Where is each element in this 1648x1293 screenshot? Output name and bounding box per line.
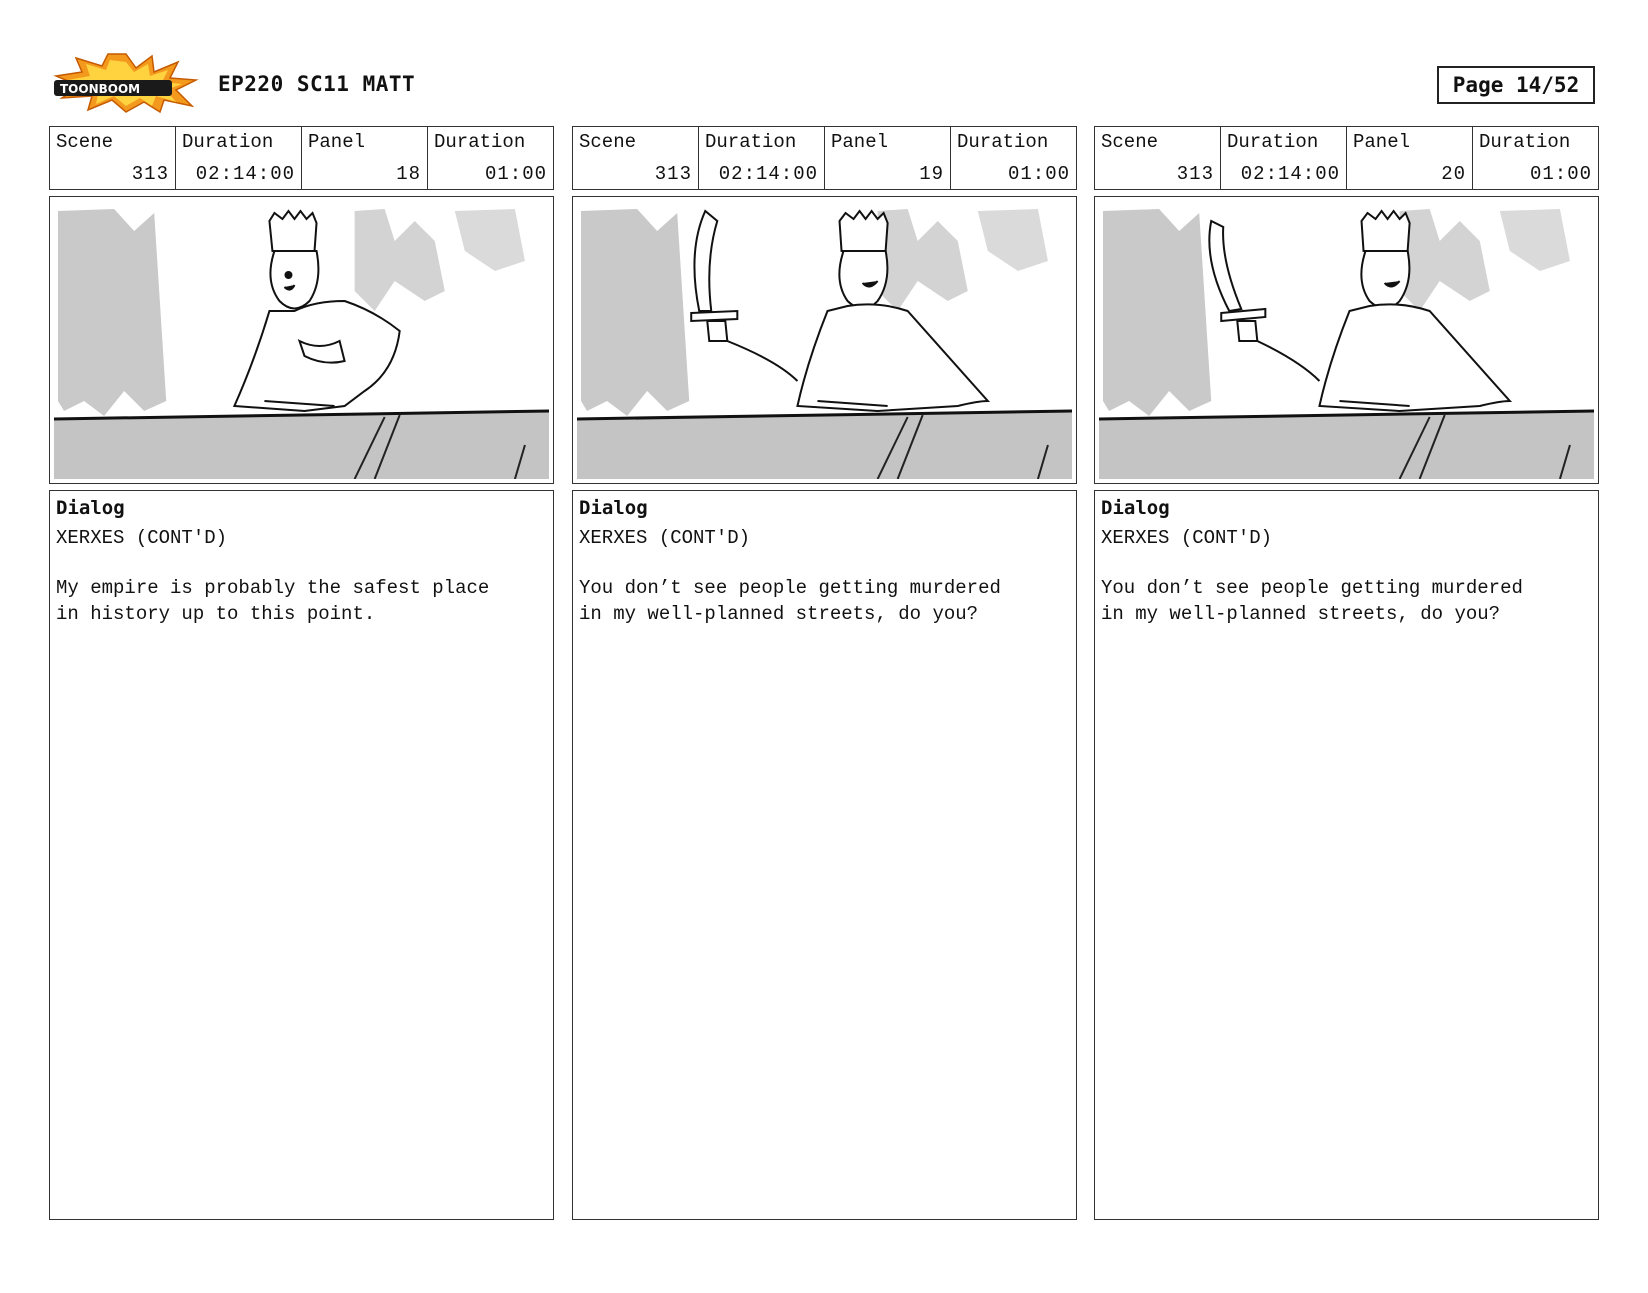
panel-info-bar (1094, 126, 1599, 190)
character-name: XERXES (CONT'D) (56, 527, 228, 549)
scene-duration-cell (699, 127, 825, 189)
panel-label: Panel (831, 131, 889, 153)
panel-duration-value: 01:00 (484, 163, 547, 185)
scene-duration-cell (1221, 127, 1347, 189)
dialog-box (1094, 490, 1599, 1220)
dialog-box (572, 490, 1077, 1220)
storyboard-panel-2 (572, 126, 1077, 1220)
scene-cell (573, 127, 699, 189)
panel-info-bar (49, 126, 554, 190)
duration-label: Duration (434, 131, 526, 153)
xerxes-sword-sketch-image (577, 201, 1072, 479)
scene-number: 313 (1176, 163, 1214, 185)
panel-duration-value: 01:00 (1529, 163, 1592, 185)
duration-label: Duration (957, 131, 1049, 153)
scene-cell (50, 127, 176, 189)
panel-number: 19 (919, 163, 944, 185)
scene-number: 313 (654, 163, 692, 185)
scene-label: Scene (1101, 131, 1159, 153)
scene-duration-value: 02:14:00 (718, 163, 818, 185)
scene-label: Scene (579, 131, 637, 153)
panel-duration-value: 01:00 (1007, 163, 1070, 185)
scene-duration-value: 02:14:00 (1240, 163, 1340, 185)
page-indicator (1437, 66, 1595, 104)
dialog-label: Dialog (1101, 497, 1170, 519)
panel-info-bar (572, 126, 1077, 190)
duration-label: Duration (1227, 131, 1319, 153)
duration-label: Duration (705, 131, 797, 153)
panel-duration-cell (951, 127, 1076, 189)
dialog-line: My empire is probably the safest place in history up to this point. (56, 577, 490, 625)
scene-cell (1095, 127, 1221, 189)
character-name: XERXES (CONT'D) (1101, 527, 1273, 549)
dialog-line: You don’t see people getting murdered in my well-planned streets, do you? (579, 577, 1001, 625)
scene-label: Scene (56, 131, 114, 153)
storyboard-panel-3 (1094, 126, 1599, 1220)
logo-text: TOONBOOM (60, 82, 141, 96)
dialog-line: You don’t see people getting murdered in my well-planned streets, do you? (1101, 577, 1523, 625)
panel-sketch-frame (49, 196, 554, 484)
panel-number: 18 (396, 163, 421, 185)
panel-cell (825, 127, 951, 189)
panel-duration-cell (1473, 127, 1598, 189)
scene-duration-value: 02:14:00 (195, 163, 295, 185)
scene-duration-cell (176, 127, 302, 189)
storyboard-panel-1 (49, 126, 554, 1220)
dialog-label: Dialog (579, 497, 648, 519)
page-number: Page 14/52 (1452, 73, 1580, 97)
panel-cell (302, 127, 428, 189)
dialog-box (49, 490, 554, 1220)
panel-label: Panel (1353, 131, 1411, 153)
panel-sketch-frame (1094, 196, 1599, 484)
panel-cell (1347, 127, 1473, 189)
toonboom-logo (52, 52, 200, 114)
panel-duration-cell (428, 127, 553, 189)
panel-number: 20 (1441, 163, 1466, 185)
document-title: EP220 SC11 MATT (218, 72, 416, 96)
dialog-label: Dialog (56, 497, 125, 519)
xerxes-sketch-image (54, 201, 549, 479)
character-name: XERXES (CONT'D) (579, 527, 751, 549)
xerxes-sword-sketch-image (1099, 201, 1594, 479)
duration-label: Duration (1479, 131, 1571, 153)
duration-label: Duration (182, 131, 274, 153)
panel-sketch-frame (572, 196, 1077, 484)
panel-label: Panel (308, 131, 366, 153)
scene-number: 313 (131, 163, 169, 185)
